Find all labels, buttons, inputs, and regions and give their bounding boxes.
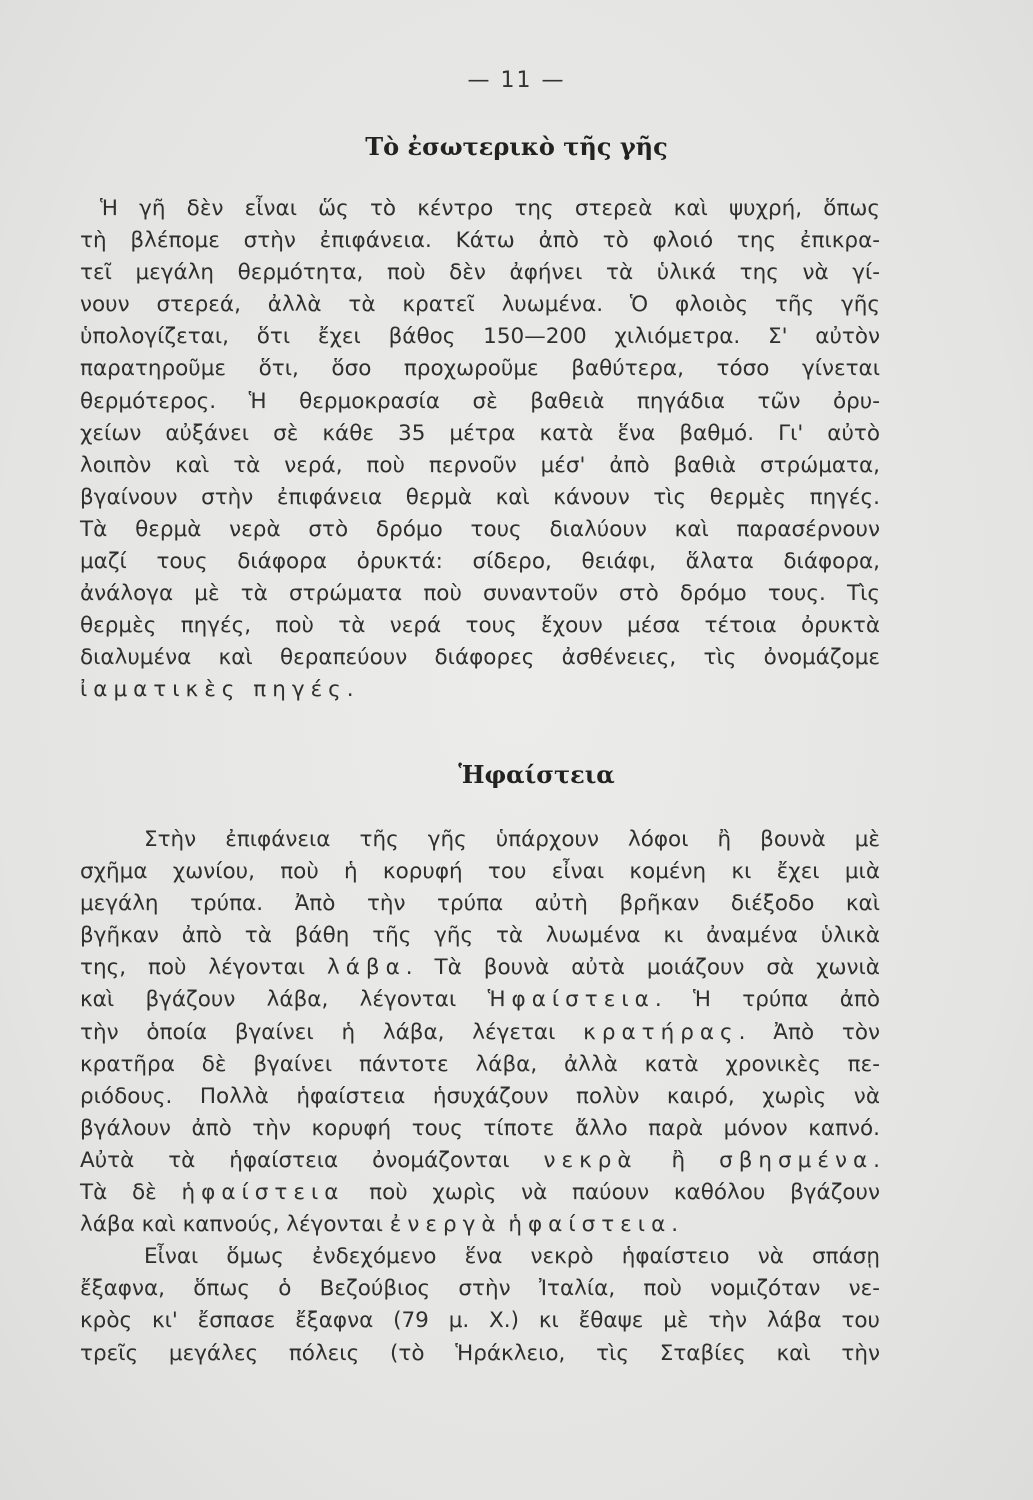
text-line: νουν στερεά, ἀλλὰ τὰ κρατεῖ λυωμένα. Ὁ φλοιὸς τῆς γῆς [80,292,880,318]
text-line: θερμὲς πηγές, ποὺ τὰ νερά τους ἔχουν μέσα τέτοια ὀρυκτὰ [80,613,880,639]
spaced-term: νεκρὰ [543,1147,638,1173]
text-run: . Ἡ τρύπα ἀπὸ [654,987,880,1013]
text-run: . Ἀπὸ τὸν [738,1019,881,1045]
text-line: βγαίνουν στὴν ἐπιφάνεια θερμὰ καὶ κάνουν τὶς θερμὲς πηγές. [80,484,880,510]
text-line: μαζί τους διάφορα ὀρυκτά: σίδερο, θειάφι, ἅλατα διάφορα, [80,549,880,575]
text-line [80,1145,880,1177]
text-line: ριόδους. Πολλὰ ἡφαίστεια ἡσυχάζουν πολὺν καιρό, χωρὶς νὰ [80,1083,880,1109]
text-run: της, ποὺ λέγονται [80,955,327,981]
text-run: . [671,1212,679,1238]
spaced-term: ἰαματικὲς [80,677,241,703]
text-line: Εἶναι ὅμως ἐνδεχόμενο ἕνα νεκρὸ ἡφαίστειο νὰ σπάσῃ [144,1244,880,1270]
text-line: παρατηροῦμε ὅτι, ὅσο προχωροῦμε βαθύτερα, τόσο γίνεται [80,356,880,382]
spaced-term: λάβα [326,955,406,981]
text-line: χείων αὐξάνει σὲ κάθε 35 μέτρα κατὰ ἕνα βαθμό. Γι' αὐτὸ [80,420,880,446]
text-line: μεγάλη τρύπα. Ἀπὸ τὴν τρύπα αὐτὴ βρῆκαν διέξοδο καὶ [80,891,880,917]
text-line: Ἡ γῆ δὲν εἶναι ὥς τὸ κέντρο της στερεὰ καὶ ψυχρή, ὅπως [100,196,880,221]
text-line: διαλυμένα καὶ θεραπεύουν διάφορες ἀσθένειες, τὶς ὀνομάζομε [80,645,880,671]
text-line: κρατῆρα δὲ βγαίνει πάντοτε λάβα, ἀλλὰ κατὰ χρονικὲς πε- [80,1051,880,1077]
text-line: ὑπολογίζεται, ὅτι ἔχει βάθος 150—200 χιλιόμετρα. Σ' αὐτὸν [80,324,880,350]
text-line: θερμότερος. Ἡ θερμοκρασία σὲ βαθειὰ πηγάδια τῶν ὀρυ- [80,388,880,414]
text-run: Αὐτὰ τὰ ἡφαίστεια ὀνομάζονται [80,1147,544,1173]
paragraph-volcanoes [80,824,880,1370]
section-title-earth-interior: Τὸ ἐσωτερικὸ τῆς γῆς [365,132,668,161]
text-run: . Τὰ βουνὰ αὐτὰ μοιάζουν σὰ χωνιὰ [405,955,880,981]
text-run: Τὰ δὲ [80,1180,182,1206]
text-line: τεῖ μεγάλη θερμότητα, ποὺ δὲν ἀφήνει τὰ ὑλικά της νὰ γί- [80,260,880,286]
text-line-last [80,674,880,706]
text-line: βγάλουν ἀπὸ τὴν κορυφή τους τίποτε ἄλλο παρὰ μόνον καπνό. [80,1115,880,1141]
page-number: — 11 — [467,68,566,93]
text-run: . [873,1147,880,1173]
text-line [80,984,880,1016]
text-line: ἀνάλογα μὲ τὰ στρώματα ποὺ συναντοῦν στὸ δρόμο τους. Τὶς [80,581,880,607]
text-run: λάβα καὶ καπνούς, λέγονται [80,1212,390,1238]
spaced-term: ἡφαίστεια [508,1212,672,1238]
text-line: ἔξαφνα, ὅπως ὁ Βεζούβιος στὴν Ἰταλία, ποὺ νομιζόταν νε- [80,1276,880,1302]
spaced-term: Ἡφαίστεια [487,987,655,1013]
spaced-term: ἡφαίστεια [181,1180,345,1206]
text-line: λοιπὸν καὶ τὰ νερά, ποὺ περνοῦν μέσ' ἀπὸ βαθιὰ στρώματα, [80,452,880,478]
paragraph-earth-interior [80,193,880,707]
text-run: ποὺ χωρὶς νὰ παύουν καθόλου βγάζουν [344,1180,880,1206]
text-line [80,952,880,984]
text-line: Στὴν ἐπιφάνεια τῆς γῆς ὑπάρχουν λόφοι ἢ βουνὰ μὲ [144,827,880,852]
spaced-term: πηγές. [240,677,360,703]
text-line: Τὰ θερμὰ νερὰ στὸ δρόμο τους διαλύουν καὶ παρασέρνουν [80,516,880,542]
spaced-term: κρατήρας [583,1019,739,1045]
text-line: κρὸς κι' ἔσπασε ἔξαφνα (79 μ. Χ.) κι ἔθαψε μὲ τὴν λάβα του [80,1308,880,1334]
text-run: καὶ βγάζουν λάβα, λέγονται [80,987,488,1013]
section-title-volcanoes: Ἡφαίστεια [458,760,615,789]
text-run: ἢ [637,1147,720,1173]
spaced-term: ἐνεργὰ [389,1212,502,1238]
text-line: σχῆμα χωνίου, ποὺ ἡ κορυφή του εἶναι κομένη κι ἔχει μιὰ [80,859,880,885]
text-line: βγῆκαν ἀπὸ τὰ βάθη τῆς γῆς τὰ λυωμένα κι ἀναμένα ὑλικὰ [80,923,880,949]
text-line: τρεῖς μεγάλες πόλεις (τὸ Ἡράκλειο, τὶς Σταβίες καὶ τὴν [80,1340,880,1366]
text-line [80,1177,880,1209]
text-line [80,1209,880,1241]
text-line: τὴ βλέπομε στὴν ἐπιφάνεια. Κάτω ἀπὸ τὸ φλοιό της ἐπικρα- [80,228,880,254]
text-line [80,1017,880,1049]
text-run: τὴν ὁποία βγαίνει ἡ λάβα, λέγεται [80,1019,584,1045]
spaced-term: σβησμένα [719,1147,874,1173]
